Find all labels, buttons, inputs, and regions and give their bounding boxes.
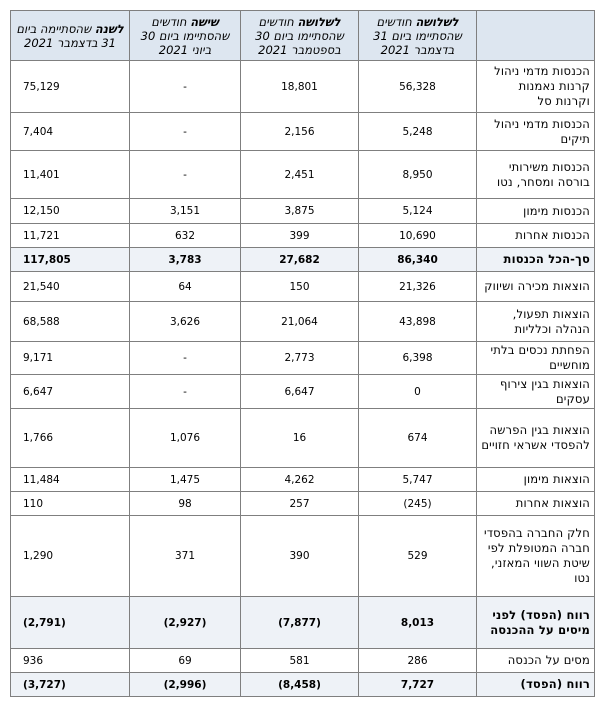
- table-row: [11, 375, 595, 409]
- table-row: [11, 199, 595, 224]
- cell-value: (2,791): [11, 597, 130, 649]
- row-label: הכנסות מימון: [477, 199, 595, 224]
- cell-value: 1,290: [11, 516, 130, 597]
- cell-value: 257: [241, 492, 359, 516]
- cell-value: 16: [241, 409, 359, 468]
- table-row: [11, 272, 595, 302]
- cell-value: 1,076: [130, 409, 241, 468]
- cell-value: 632: [130, 224, 241, 248]
- cell-value: 2,156: [241, 113, 359, 151]
- header-col-4: לשנה שהסתיימה ביום 31 בדצמבר 2021: [11, 11, 130, 61]
- cell-value: -: [130, 61, 241, 113]
- cell-value: 6,398: [359, 342, 477, 375]
- cell-value: 56,328: [359, 61, 477, 113]
- cell-value: 3,626: [130, 302, 241, 342]
- cell-value: 9,171: [11, 342, 130, 375]
- cell-value: (2,996): [130, 673, 241, 697]
- cell-value: (7,877): [241, 597, 359, 649]
- cell-value: 674: [359, 409, 477, 468]
- table-row: [11, 673, 595, 697]
- cell-value: (245): [359, 492, 477, 516]
- table-row: [11, 492, 595, 516]
- cell-value: 75,129: [11, 61, 130, 113]
- table-row: [11, 516, 595, 597]
- cell-value: 11,401: [11, 151, 130, 199]
- cell-value: 21,540: [11, 272, 130, 302]
- cell-value: 3,151: [130, 199, 241, 224]
- cell-value: -: [130, 375, 241, 409]
- cell-value: -: [130, 151, 241, 199]
- table-row: [11, 61, 595, 113]
- cell-value: 399: [241, 224, 359, 248]
- cell-value: 371: [130, 516, 241, 597]
- cell-value: 98: [130, 492, 241, 516]
- financial-table: [10, 10, 595, 697]
- table-row: [11, 409, 595, 468]
- cell-value: 68,588: [11, 302, 130, 342]
- cell-value: 10,690: [359, 224, 477, 248]
- row-label: הכנסות משירותי בורסה ומסחר, נטו: [477, 151, 595, 199]
- cell-value: 2,773: [241, 342, 359, 375]
- table-row: [11, 342, 595, 375]
- cell-value: 150: [241, 272, 359, 302]
- cell-value: (2,927): [130, 597, 241, 649]
- cell-value: 7,727: [359, 673, 477, 697]
- row-label: רווח (הפסד) לפני מיסים על ההכנסה: [477, 597, 595, 649]
- table-row: [11, 597, 595, 649]
- row-label: הוצאות בגין צירוף עסקים: [477, 375, 595, 409]
- cell-value: 6,647: [241, 375, 359, 409]
- row-label: חלק החברה בהפסדי חברה המטופלת לפי שיטת השווי המאזני, נטו: [477, 516, 595, 597]
- row-label: מסים על הכנסה: [477, 649, 595, 673]
- cell-value: 110: [11, 492, 130, 516]
- cell-value: 11,484: [11, 468, 130, 492]
- row-label: הכנסות אחרות: [477, 224, 595, 248]
- row-label: סך-הכל הכנסות: [477, 248, 595, 272]
- table-row: [11, 224, 595, 248]
- cell-value: 1,475: [130, 468, 241, 492]
- cell-value: 529: [359, 516, 477, 597]
- cell-value: (8,458): [241, 673, 359, 697]
- cell-value: 21,326: [359, 272, 477, 302]
- row-label: הכנסות מדמי ניהול תיקים: [477, 113, 595, 151]
- cell-value: -: [130, 342, 241, 375]
- row-label: הפחתת נכסים בלתי מוחשיים: [477, 342, 595, 375]
- row-label: הוצאות מכירה ושיווק: [477, 272, 595, 302]
- cell-value: 18,801: [241, 61, 359, 113]
- cell-value: -: [130, 113, 241, 151]
- table-body: [11, 61, 595, 697]
- cell-value: 7,404: [11, 113, 130, 151]
- row-label: הוצאות אחרות: [477, 492, 595, 516]
- cell-value: 286: [359, 649, 477, 673]
- cell-value: 5,248: [359, 113, 477, 151]
- header-row: [11, 11, 595, 61]
- cell-value: 581: [241, 649, 359, 673]
- cell-value: 5,747: [359, 468, 477, 492]
- row-label: הוצאות בגין הפרשה להפסדי אשראי חזויים: [477, 409, 595, 468]
- cell-value: 64: [130, 272, 241, 302]
- cell-value: 117,805: [11, 248, 130, 272]
- table-row: [11, 302, 595, 342]
- cell-value: 3,875: [241, 199, 359, 224]
- table-row: [11, 649, 595, 673]
- cell-value: 11,721: [11, 224, 130, 248]
- cell-value: (3,727): [11, 673, 130, 697]
- cell-value: 69: [130, 649, 241, 673]
- cell-value: 12,150: [11, 199, 130, 224]
- cell-value: 8,013: [359, 597, 477, 649]
- table-row: [11, 248, 595, 272]
- header-col-3: שישה חודשים שהסתיימו ביום 30 ביוני 2021: [130, 11, 241, 61]
- cell-value: 6,647: [11, 375, 130, 409]
- cell-value: 5,124: [359, 199, 477, 224]
- cell-value: 43,898: [359, 302, 477, 342]
- table-row: [11, 151, 595, 199]
- cell-value: 390: [241, 516, 359, 597]
- cell-value: 3,783: [130, 248, 241, 272]
- cell-value: 86,340: [359, 248, 477, 272]
- header-col-2: לשלושה חודשים שהסתיימו ביום 30 בספטמבר 2021: [241, 11, 359, 61]
- cell-value: 0: [359, 375, 477, 409]
- cell-value: 1,766: [11, 409, 130, 468]
- table-row: [11, 468, 595, 492]
- table-row: [11, 113, 595, 151]
- cell-value: 936: [11, 649, 130, 673]
- row-label: הוצאות מימון: [477, 468, 595, 492]
- cell-value: 2,451: [241, 151, 359, 199]
- header-col-1: לשלושה חודשים שהסתיימו ביום 31 בדצמבר 2021: [359, 11, 477, 61]
- cell-value: 4,262: [241, 468, 359, 492]
- row-label: רווח (הפסד): [477, 673, 595, 697]
- cell-value: 8,950: [359, 151, 477, 199]
- header-label-cell: [477, 11, 595, 61]
- row-label: הוצאות תפעול, הנהלה וכלליות: [477, 302, 595, 342]
- cell-value: 21,064: [241, 302, 359, 342]
- cell-value: 27,682: [241, 248, 359, 272]
- row-label: הכנסות מדמי ניהול קרנות נאמנות וקרנות סל: [477, 61, 595, 113]
